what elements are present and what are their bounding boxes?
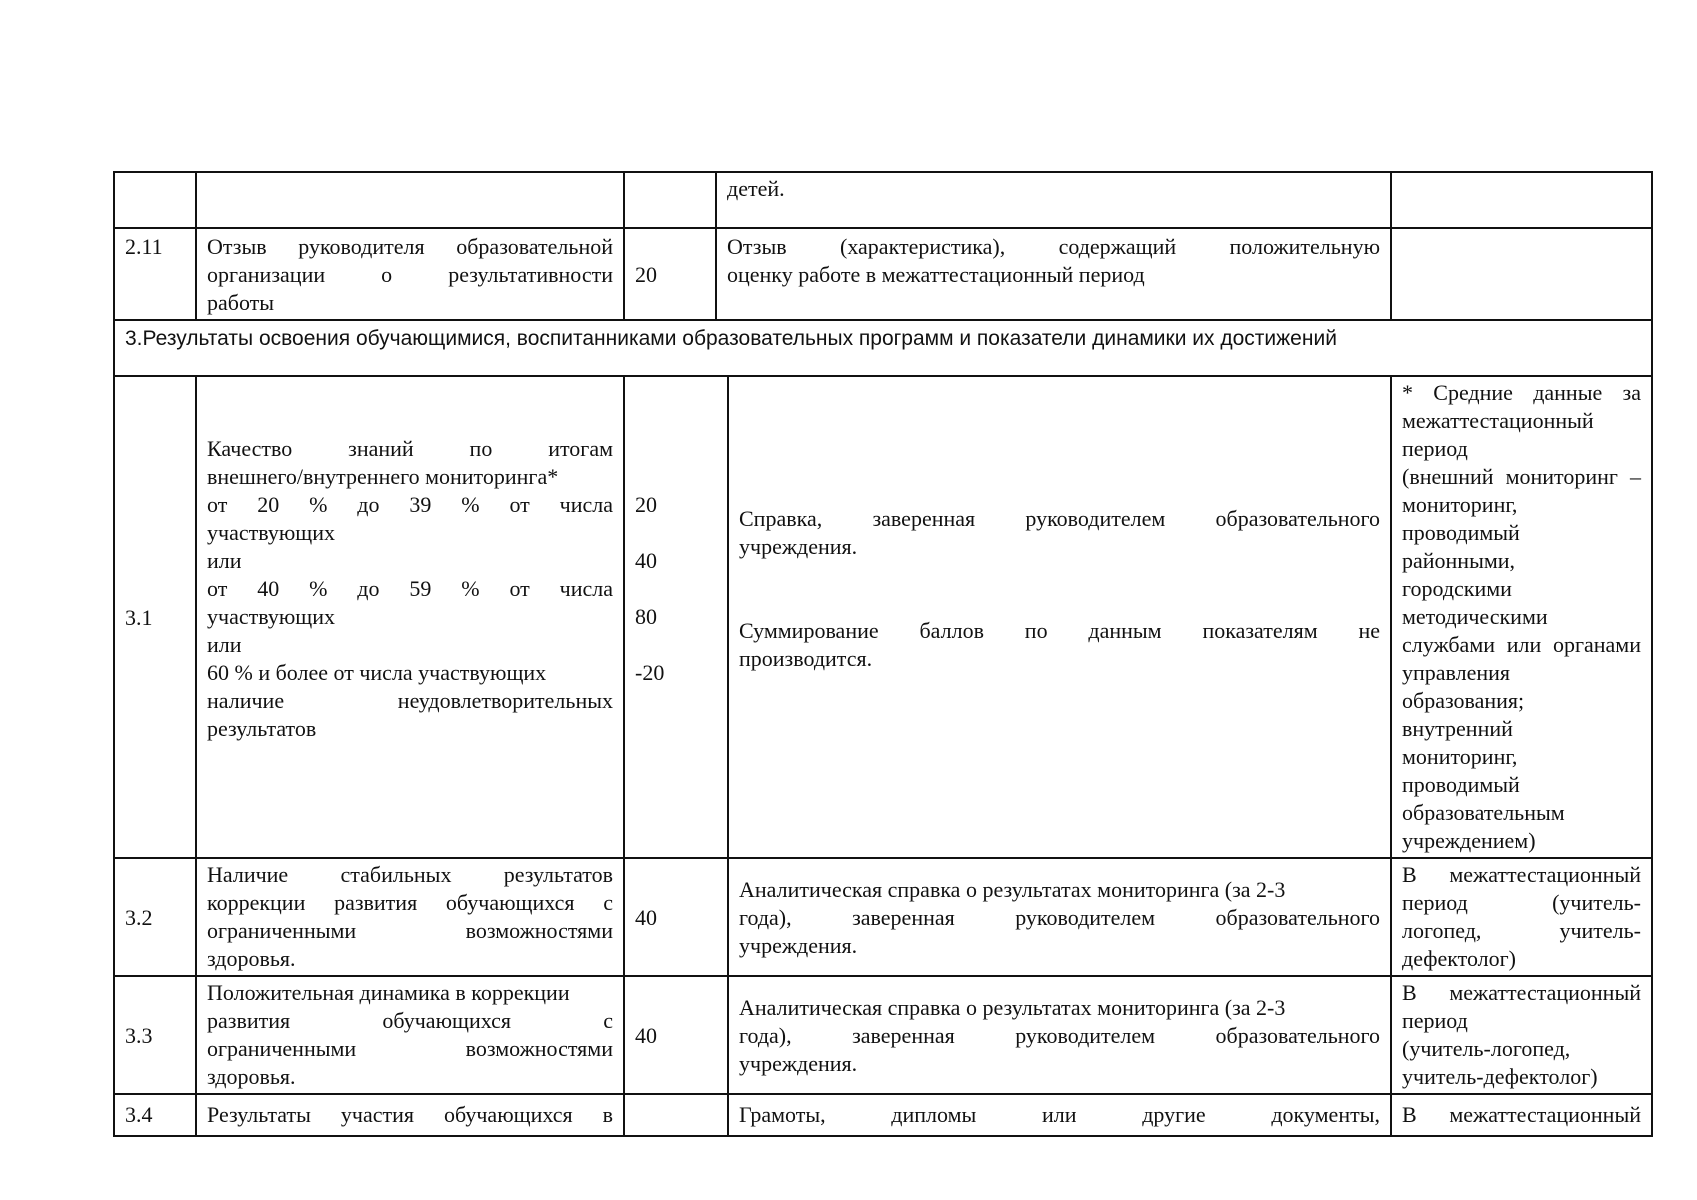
criterion-cell bbox=[196, 228, 624, 320]
document-cell bbox=[728, 1094, 1391, 1136]
criterion-line: коррекции развития обучающихся с bbox=[207, 890, 613, 915]
note-line: методическими bbox=[1402, 604, 1548, 629]
row-number-cell: 2.11 bbox=[114, 228, 196, 320]
score-cell: 20 bbox=[624, 228, 716, 320]
document-line: Аналитическая справка о результатах мониторинга (за 2-3 bbox=[739, 995, 1286, 1020]
note-line: дефектолог) bbox=[1402, 946, 1517, 971]
note-line: городскими bbox=[1402, 576, 1512, 601]
score-cell bbox=[624, 172, 716, 228]
row-number-cell bbox=[114, 172, 196, 228]
score-value: -20 bbox=[635, 660, 665, 685]
criterion-line: Отзыв руководителя образовательной bbox=[207, 234, 613, 259]
table-row-3-2 bbox=[114, 858, 1652, 976]
criterion-line: или bbox=[207, 548, 242, 573]
document-line: учреждения. bbox=[739, 534, 858, 559]
document-line: Отзыв (характеристика), содержащий положительную bbox=[727, 234, 1380, 259]
paragraph-gap bbox=[739, 561, 1380, 617]
document-page bbox=[113, 171, 1651, 1137]
row-number-cell: 3.4 bbox=[114, 1094, 196, 1136]
score-value: 80 bbox=[635, 604, 657, 629]
score-cell: 40 bbox=[624, 976, 728, 1094]
table-row-continuation bbox=[114, 172, 1652, 228]
table-row-3-4 bbox=[114, 1094, 1652, 1136]
table-row-3-3 bbox=[114, 976, 1652, 1094]
document-cell: детей. bbox=[716, 172, 1391, 228]
note-line: образовательным bbox=[1402, 800, 1565, 825]
note-cell bbox=[1391, 376, 1652, 858]
document-line: Аналитическая справка о результатах мониторинга (за 2-3 bbox=[739, 877, 1286, 902]
criterion-line: от 20 % до 39 % от числа bbox=[207, 492, 613, 517]
document-cell bbox=[728, 376, 1391, 858]
criterion-line: от 40 % до 59 % от числа bbox=[207, 576, 613, 601]
note-cell bbox=[1391, 228, 1652, 320]
criterion-cell bbox=[196, 976, 624, 1094]
note-line: В межаттестационный bbox=[1402, 980, 1641, 1005]
criterion-line: организации о результативности bbox=[207, 262, 613, 287]
criterion-cell bbox=[196, 376, 624, 858]
note-line: период bbox=[1402, 436, 1468, 461]
document-line: Грамоты, дипломы или другие документы, bbox=[739, 1102, 1380, 1127]
document-line: года), заверенная руководителем образовательного bbox=[739, 1023, 1380, 1048]
criterion-line: ограниченными возможностями bbox=[207, 1036, 613, 1061]
criterion-line: здоровья. bbox=[207, 946, 296, 971]
criterion-line: Результаты участия обучающихся в bbox=[207, 1102, 613, 1127]
note-line: мониторинг, bbox=[1402, 492, 1518, 517]
document-line: учреждения. bbox=[739, 1051, 858, 1076]
note-line: В межаттестационный bbox=[1402, 1102, 1641, 1127]
section-header-row bbox=[114, 320, 1652, 376]
note-line: проводимый bbox=[1402, 520, 1520, 545]
note-line: (учитель-логопед, bbox=[1402, 1036, 1571, 1061]
criterion-line: Наличие стабильных результатов bbox=[207, 862, 613, 887]
note-line: проводимый bbox=[1402, 772, 1520, 797]
note-line: внутренний bbox=[1402, 716, 1513, 741]
score-cell bbox=[624, 1094, 728, 1136]
note-cell bbox=[1391, 976, 1652, 1094]
document-line: учреждения. bbox=[739, 933, 858, 958]
note-line: образования; bbox=[1402, 688, 1525, 713]
note-cell bbox=[1391, 858, 1652, 976]
score-cell: 40 bbox=[624, 858, 728, 976]
note-line: межаттестационный bbox=[1402, 408, 1594, 433]
row-number-cell: 3.2 bbox=[114, 858, 196, 976]
criteria-table bbox=[113, 171, 1653, 1137]
criterion-line: Положительная динамика в коррекции bbox=[207, 980, 570, 1005]
document-cell bbox=[716, 228, 1391, 320]
note-line: учитель-дефектолог) bbox=[1402, 1064, 1598, 1089]
document-line: Справка, заверенная руководителем образовательного bbox=[739, 506, 1380, 531]
note-line: период (учитель- bbox=[1402, 890, 1641, 915]
criterion-line: развития обучающихся с bbox=[207, 1008, 613, 1033]
document-line: производится. bbox=[739, 646, 873, 671]
section-3-heading: 3.Результаты освоения обучающимися, воспитанниками образовательных программ и показатели динамики их достижений bbox=[114, 320, 1652, 376]
criterion-line: или bbox=[207, 632, 242, 657]
criterion-cell bbox=[196, 1094, 624, 1136]
criterion-line: внешнего/внутреннего мониторинга* bbox=[207, 464, 559, 489]
note-line: службами или органами bbox=[1402, 632, 1641, 657]
note-line: мониторинг, bbox=[1402, 744, 1518, 769]
document-line: Суммирование баллов по данным показателям не bbox=[739, 618, 1380, 643]
table-row-2-11 bbox=[114, 228, 1652, 320]
criterion-line: наличие неудовлетворительных bbox=[207, 688, 613, 713]
note-line: учреждением) bbox=[1402, 828, 1536, 853]
criterion-line: 60 % и более от числа участвующих bbox=[207, 660, 547, 685]
criterion-line: ограниченными возможностями bbox=[207, 918, 613, 943]
score-value: 40 bbox=[635, 548, 657, 573]
criterion-line: результатов bbox=[207, 716, 317, 741]
note-line: период bbox=[1402, 1008, 1468, 1033]
criterion-cell bbox=[196, 172, 624, 228]
row-number-cell: 3.3 bbox=[114, 976, 196, 1094]
document-cell bbox=[728, 976, 1391, 1094]
criterion-cell bbox=[196, 858, 624, 976]
document-line: оценку работе в межаттестационный период bbox=[727, 262, 1145, 287]
note-line: логопед, учитель- bbox=[1402, 918, 1641, 943]
document-line: года), заверенная руководителем образовательного bbox=[739, 905, 1380, 930]
document-cell bbox=[728, 858, 1391, 976]
criterion-line: Качество знаний по итогам bbox=[207, 436, 613, 461]
row-number-cell: 3.1 bbox=[114, 376, 196, 858]
criterion-line: участвующих bbox=[207, 520, 335, 545]
criterion-line: здоровья. bbox=[207, 1064, 296, 1089]
note-line: районными, bbox=[1402, 548, 1516, 573]
criterion-line: участвующих bbox=[207, 604, 335, 629]
note-line: * Средние данные за bbox=[1402, 380, 1641, 405]
note-cell bbox=[1391, 172, 1652, 228]
note-cell bbox=[1391, 1094, 1652, 1136]
note-line: управления bbox=[1402, 660, 1511, 685]
score-value: 20 bbox=[635, 492, 657, 517]
criterion-line: работы bbox=[207, 290, 275, 315]
table-row-3-1 bbox=[114, 376, 1652, 858]
note-line: (внешний мониторинг – bbox=[1402, 464, 1641, 489]
note-line: В межаттестационный bbox=[1402, 862, 1641, 887]
score-cell bbox=[624, 376, 728, 858]
